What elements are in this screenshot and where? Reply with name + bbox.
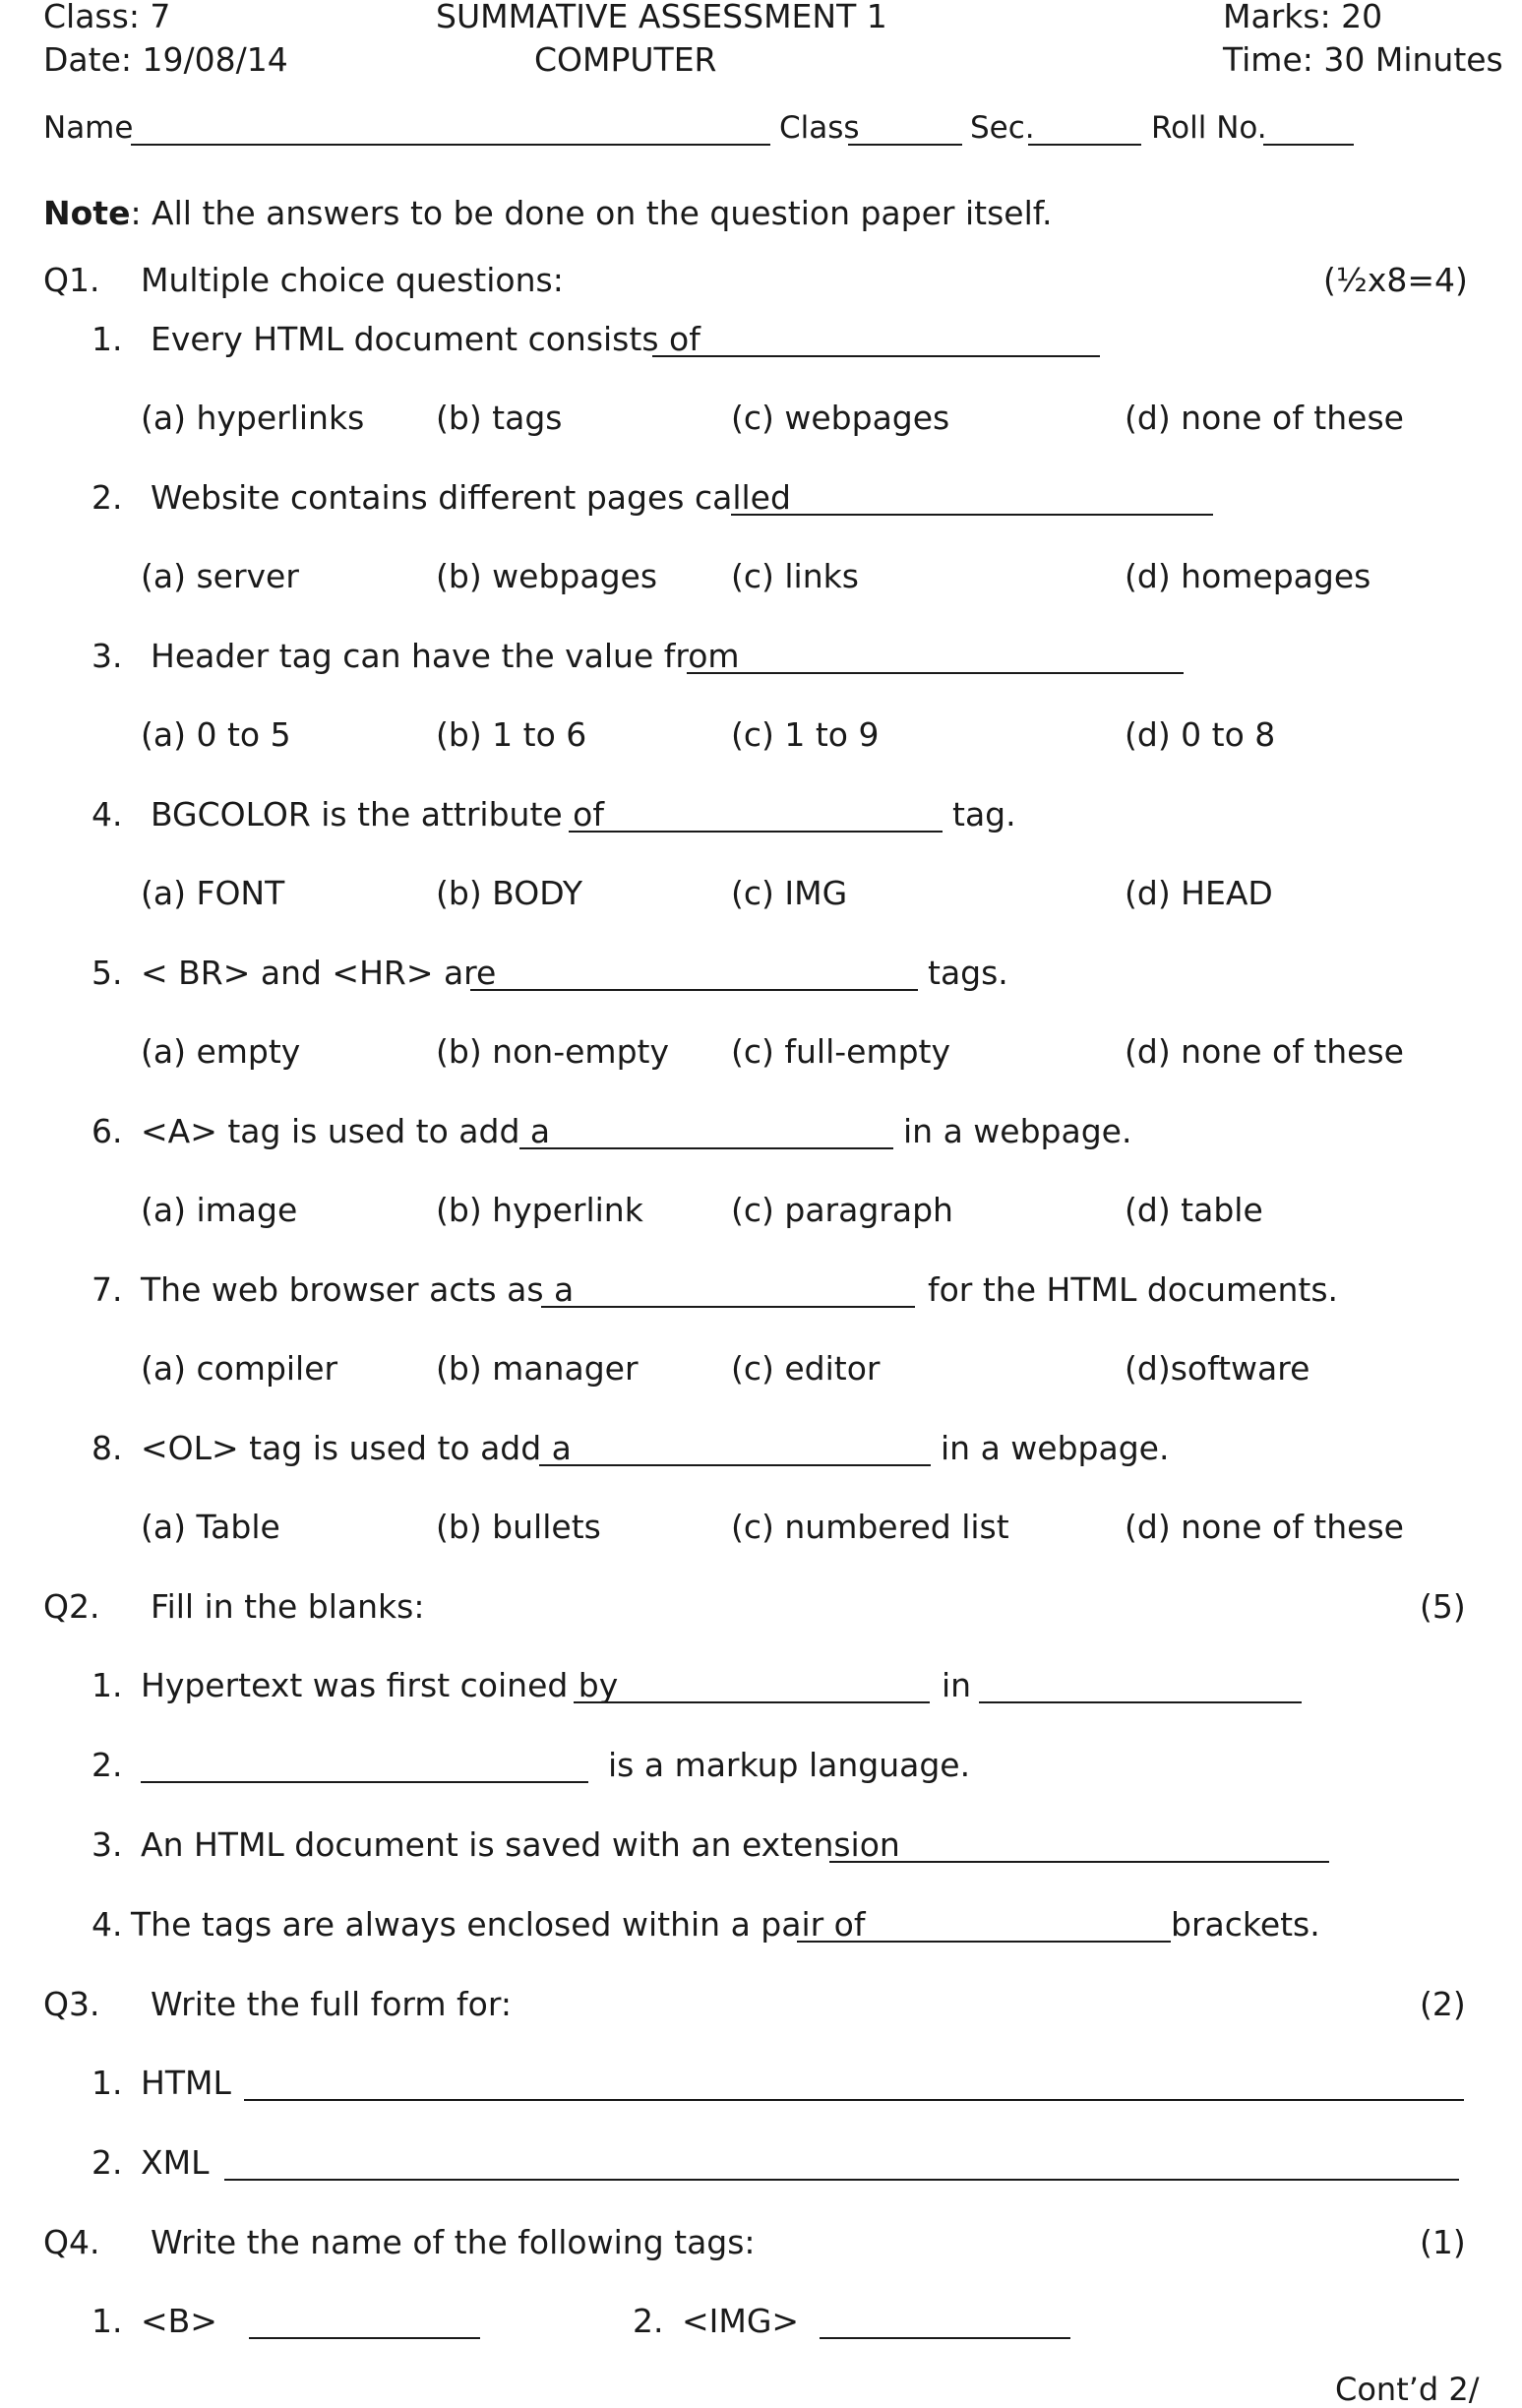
continued-note: Cont’d 2/ — [1335, 2371, 1480, 2408]
option-a[interactable]: (a) Table — [141, 1508, 280, 1546]
q2-item-text-after: in — [942, 1666, 972, 1704]
q2-item-blank[interactable] — [979, 1701, 1302, 1703]
q1-item-blank[interactable] — [541, 1306, 915, 1308]
q4-number: Q4. — [43, 2223, 100, 2261]
q3-answer-line[interactable] — [244, 2099, 1464, 2101]
q3-item-number: 1. — [91, 2064, 123, 2102]
option-d[interactable]: (d) 0 to 8 — [1125, 715, 1276, 754]
option-c[interactable]: (c) paragraph — [731, 1191, 953, 1229]
class-field-label: Class — [779, 110, 860, 146]
assessment-title: SUMMATIVE ASSESSMENT 1 — [436, 0, 887, 35]
note — [43, 194, 1053, 232]
q1-item-text: The web browser acts as a — [141, 1270, 575, 1309]
option-c[interactable]: (c) IMG — [731, 874, 848, 912]
option-b[interactable]: (b) 1 to 6 — [436, 715, 587, 754]
q1-number: Q1. — [43, 261, 100, 299]
option-d[interactable]: (d) homepages — [1125, 557, 1371, 595]
q1-item-text-after: tag. — [952, 795, 1016, 834]
option-b[interactable]: (b) manager — [436, 1349, 639, 1388]
sec-label: Sec. — [970, 110, 1035, 146]
q3-marks: (2) — [1420, 1985, 1466, 2023]
roll-label: Roll No. — [1151, 110, 1267, 146]
option-b[interactable]: (b) bullets — [436, 1508, 601, 1546]
q1-item-text: Website contains different pages called — [151, 478, 791, 517]
option-b[interactable]: (b) webpages — [436, 557, 658, 595]
q3-item-label: XML — [141, 2143, 210, 2182]
q1-marks: (½x8=4) — [1323, 261, 1468, 299]
option-c[interactable]: (c) links — [731, 557, 859, 595]
name-field[interactable] — [131, 144, 770, 146]
option-a[interactable]: (a) hyperlinks — [141, 399, 365, 437]
q1-item-blank[interactable] — [687, 672, 1184, 674]
q1-item-number: 4. — [91, 795, 123, 834]
option-a[interactable]: (a) 0 to 5 — [141, 715, 291, 754]
option-d[interactable]: (d) none of these — [1125, 1508, 1404, 1546]
option-a[interactable]: (a) server — [141, 557, 299, 595]
q3-item-number: 2. — [91, 2143, 123, 2182]
option-b[interactable]: (b) hyperlink — [436, 1191, 643, 1229]
time-label: Time: 30 Minutes — [1223, 40, 1503, 79]
note-text: : All the answers to be done on the question paper itself. — [130, 194, 1053, 232]
q3-title: Write the full form for: — [151, 1985, 512, 2023]
q1-item-blank[interactable] — [652, 355, 1100, 357]
q1-item-text: Header tag can have the value from — [151, 637, 740, 675]
marks-label: Marks: 20 — [1223, 0, 1383, 35]
q1-item-text: < BR> and <HR> are — [141, 954, 497, 992]
q3-number: Q3. — [43, 1985, 100, 2023]
q3-answer-line[interactable] — [224, 2179, 1459, 2181]
q2-item-blank[interactable] — [797, 1941, 1171, 1943]
q1-item-text: Every HTML document consists of — [151, 320, 700, 358]
option-c[interactable]: (c) numbered list — [731, 1508, 1009, 1546]
q2-item-text-after: brackets. — [1171, 1905, 1320, 1944]
q2-item-text: is a markup language. — [608, 1746, 971, 1784]
q4-item-number: 2. — [633, 2302, 664, 2340]
q2-item-number: 1. — [91, 1666, 123, 1704]
q4-item-label: <B> — [141, 2302, 217, 2340]
option-a[interactable]: (a) image — [141, 1191, 298, 1229]
q1-item-number: 7. — [91, 1270, 123, 1309]
option-c[interactable]: (c) webpages — [731, 399, 950, 437]
option-c[interactable]: (c) full-empty — [731, 1032, 951, 1071]
q1-item-text-after: in a webpage. — [941, 1429, 1170, 1467]
q1-item-number: 3. — [91, 637, 123, 675]
class-label: Class: 7 — [43, 0, 171, 35]
q1-item-text-after: for the HTML documents. — [928, 1270, 1339, 1309]
q4-answer-line[interactable] — [249, 2337, 480, 2339]
q2-item-number: 4. — [91, 1905, 123, 1944]
q1-item-text: <OL> tag is used to add a — [141, 1429, 572, 1467]
q1-item-text: <A> tag is used to add a — [141, 1112, 551, 1150]
q1-item-text: BGCOLOR is the attribute of — [151, 795, 604, 834]
q1-title: Multiple choice questions: — [141, 261, 564, 299]
q3-item-label: HTML — [141, 2064, 231, 2102]
q2-item-blank[interactable] — [141, 1781, 588, 1783]
q2-item-blank[interactable] — [574, 1701, 930, 1703]
q2-number: Q2. — [43, 1587, 100, 1626]
option-a[interactable]: (a) FONT — [141, 874, 285, 912]
q2-item-number: 3. — [91, 1825, 123, 1864]
option-b[interactable]: (b) BODY — [436, 874, 582, 912]
q2-item-number: 2. — [91, 1746, 123, 1784]
q1-item-number: 1. — [91, 320, 123, 358]
q2-item-text: The tags are always enclosed within a pair of — [131, 1905, 866, 1944]
option-a[interactable]: (a) compiler — [141, 1349, 338, 1388]
q4-title: Write the name of the following tags: — [151, 2223, 756, 2261]
date-label: Date: 19/08/14 — [43, 40, 288, 79]
option-d[interactable]: (d)software — [1125, 1349, 1310, 1388]
q1-item-number: 8. — [91, 1429, 123, 1467]
q2-marks: (5) — [1420, 1587, 1466, 1626]
q4-item-label: <IMG> — [682, 2302, 800, 2340]
q1-item-number: 5. — [91, 954, 123, 992]
q1-item-blank[interactable] — [519, 1147, 893, 1149]
option-a[interactable]: (a) empty — [141, 1032, 301, 1071]
option-d[interactable]: (d) none of these — [1125, 399, 1404, 437]
name-label: Name — [43, 110, 134, 146]
option-b[interactable]: (b) non-empty — [436, 1032, 669, 1071]
q1-item-blank[interactable] — [731, 514, 1213, 516]
roll-field[interactable] — [1263, 144, 1354, 146]
option-d[interactable]: (d) none of these — [1125, 1032, 1404, 1071]
q2-item-blank[interactable] — [829, 1861, 1329, 1863]
option-b[interactable]: (b) tags — [436, 399, 563, 437]
q1-item-number: 2. — [91, 478, 123, 517]
option-d[interactable]: (d) table — [1125, 1191, 1263, 1229]
q4-item-number: 1. — [91, 2302, 123, 2340]
option-d[interactable]: (d) HEAD — [1125, 874, 1273, 912]
q1-item-blank[interactable] — [470, 989, 918, 991]
note-label: Note — [43, 194, 131, 232]
option-c[interactable]: (c) 1 to 9 — [731, 715, 880, 754]
q2-item-text: An HTML document is saved with an extension — [141, 1825, 900, 1864]
q1-item-text-after: in a webpage. — [903, 1112, 1132, 1150]
q2-title: Fill in the blanks: — [151, 1587, 425, 1626]
option-c[interactable]: (c) editor — [731, 1349, 881, 1388]
q1-item-text-after: tags. — [928, 954, 1008, 992]
q2-item-text: Hypertext was first coined by — [141, 1666, 619, 1704]
class-field[interactable] — [848, 144, 962, 146]
q4-answer-line[interactable] — [820, 2337, 1070, 2339]
q4-marks: (1) — [1420, 2223, 1466, 2261]
sec-field[interactable] — [1028, 144, 1141, 146]
q1-item-blank[interactable] — [539, 1464, 931, 1466]
q1-item-number: 6. — [91, 1112, 123, 1150]
subject-label: COMPUTER — [534, 40, 717, 79]
q1-item-blank[interactable] — [569, 831, 943, 833]
